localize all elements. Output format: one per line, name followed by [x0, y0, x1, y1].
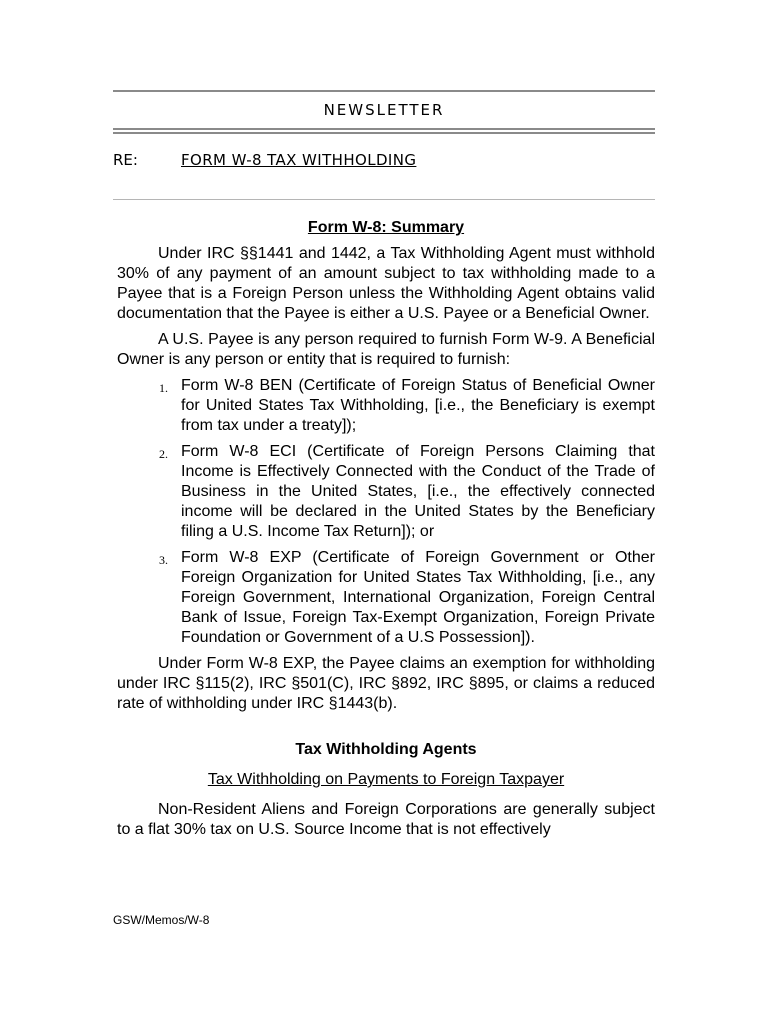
memo-body: [117, 218, 655, 840]
header-rule-1: [113, 128, 655, 130]
agents-paragraph-1: Non-Resident Aliens and Foreign Corporations are generally subject to a flat 30% tax on U.S. Source Income that is not effectively: [117, 801, 655, 838]
summary-paragraph-3: Under Form W-8 EXP, the Payee claims an exemption for withholding under IRC §115(2), IRC §501(C), IRC §892, IRC §895, or claims a reduced rate of withholding under IRC §1443(b).: [117, 655, 655, 712]
re-subject: FORM W-8 TAX WITHHOLDING: [181, 151, 417, 169]
agents-heading: Tax Withholding Agents: [295, 741, 477, 758]
header-rule-2: [113, 132, 655, 134]
footer-reference: GSW/Memos/W-8: [113, 913, 210, 927]
list-item: [117, 376, 655, 436]
list-item-text: Form W-8 ECI (Certificate of Foreign Persons Claiming that Income is Effectively Connected with the Conduct of the Trade of Business in the United States, [i.e., the effectively connected income will be declared in the United States by the Beneficiary filing a U.S. Income Tax Return]); or: [181, 443, 655, 540]
summary-paragraph-1: Under IRC §§1441 and 1442, a Tax Withholding Agent must withhold 30% of any payment of an amount subject to tax withholding made to a Payee that is a Foreign Person unless the Withholding Agent obtains valid documentation that the Payee is either a U.S. Payee or a Beneficial Owner.: [117, 245, 655, 322]
re-label: RE:: [113, 151, 138, 169]
summary-heading: Form W-8: Summary: [307, 219, 465, 236]
list-item-text: Form W-8 BEN (Certificate of Foreign Status of Beneficial Owner for United States Tax Withholding, [i.e., the Beneficiary is exempt from tax under a treaty]);: [181, 377, 655, 434]
summary-paragraph-2: A U.S. Payee is any person required to furnish Form W-9. A Beneficial Owner is any person or entity that is required to furnish:: [117, 331, 655, 368]
newsletter-title: NEWSLETTER: [323, 101, 445, 119]
list-item: [117, 442, 655, 542]
list-item-number: 3.: [159, 553, 168, 567]
list-item-number: 2.: [159, 447, 168, 461]
list-item-text: Form W-8 EXP (Certificate of Foreign Government or Other Foreign Organization for United States Tax Withholding, [i.e., any Foreign Government, International Organization, Foreign Central Bank of Issue, Foreign Tax-Exempt Organization, Foreign Private Foundation or Government of a U.S Possession]).: [181, 549, 655, 646]
header-top-rule: [113, 90, 655, 92]
list-item-number: 1.: [159, 381, 168, 395]
list-item: [117, 548, 655, 648]
agents-subheading: Tax Withholding on Payments to Foreign Taxpayer: [207, 771, 565, 788]
re-divider: [113, 199, 655, 200]
